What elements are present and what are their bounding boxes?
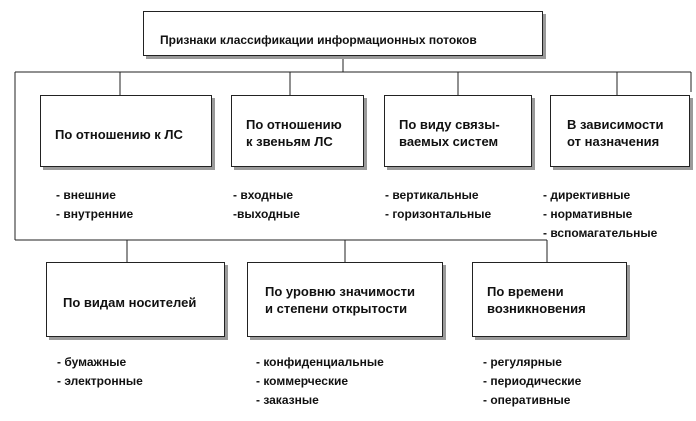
category-label: По времени возникновения — [487, 284, 586, 316]
item-list-time — [483, 353, 581, 410]
list-item: - внешние — [56, 188, 116, 202]
list-item: - периодические — [483, 374, 582, 388]
list-item: - оперативные — [483, 393, 571, 407]
item-list-significance — [256, 353, 384, 410]
item-list-relation-links — [233, 186, 300, 224]
list-item: - горизонтальные — [385, 207, 492, 221]
item-list-relation-ls — [56, 186, 133, 224]
item-list-systems-type — [385, 186, 491, 224]
item-list-purpose — [543, 186, 657, 243]
item-list-media-type — [57, 353, 143, 391]
list-item: - входные — [233, 188, 294, 202]
list-item: - регулярные — [483, 355, 562, 369]
category-label: По отношению к звеньям ЛС — [246, 117, 342, 149]
category-label: По отношению к ЛС — [55, 127, 183, 142]
list-item: - бумажные — [57, 355, 127, 369]
list-item: - вертикальные — [385, 188, 479, 202]
category-box-relation-links — [231, 95, 364, 167]
list-item: - нормативные — [543, 207, 633, 221]
list-item: - внутренние — [56, 207, 134, 221]
category-label: В зависимости от назначения — [567, 117, 664, 149]
category-label: По видам носителей — [63, 295, 197, 310]
list-item: - вспомагательные — [543, 226, 658, 240]
category-box-relation-ls — [40, 95, 212, 167]
list-item: - электронные — [57, 374, 143, 388]
category-box-significance — [247, 262, 443, 337]
category-box-media-type — [46, 262, 225, 337]
category-label: По виду связы- ваемых систем — [399, 117, 500, 149]
list-item: - директивные — [543, 188, 631, 202]
list-item: - заказные — [256, 393, 319, 407]
list-item: -выходные — [233, 207, 300, 221]
root-box — [143, 11, 543, 56]
category-box-systems-type — [384, 95, 532, 167]
category-box-time — [472, 262, 627, 337]
category-label: По уровню значимости и степени открытости — [265, 284, 415, 316]
category-box-purpose — [550, 95, 690, 167]
list-item: - коммерческие — [256, 374, 349, 388]
root-label: Признаки классификации информационных потоков — [160, 33, 477, 47]
list-item: - конфиденциальные — [256, 355, 384, 369]
